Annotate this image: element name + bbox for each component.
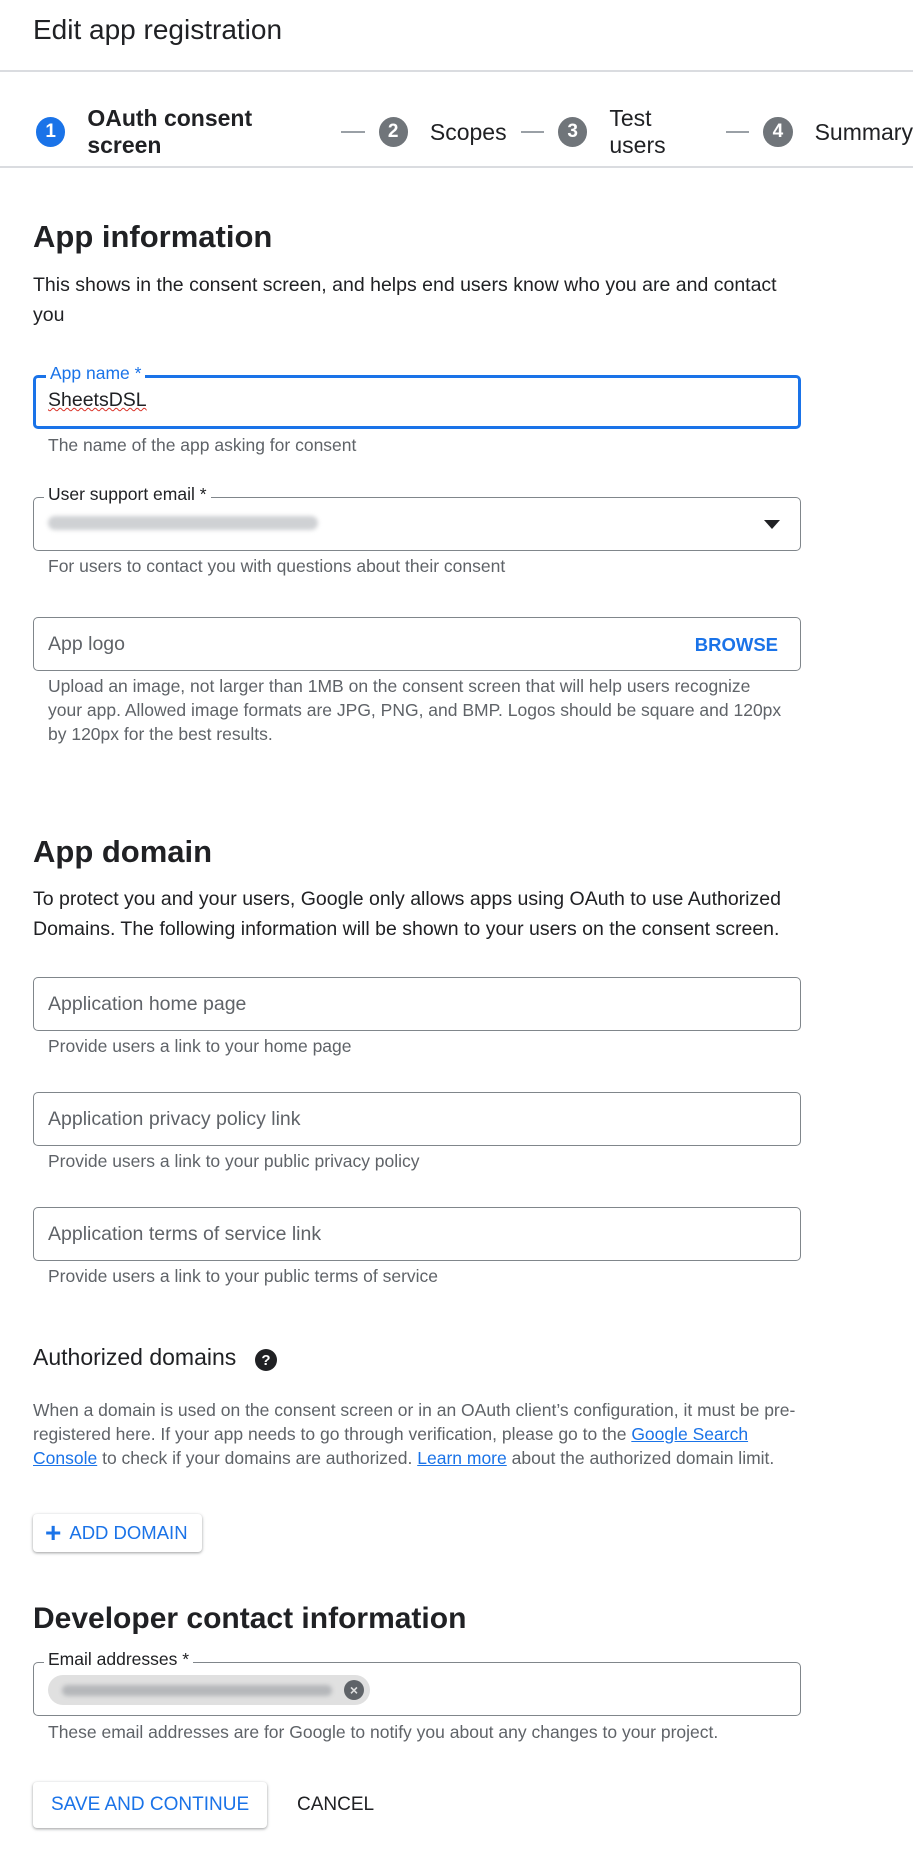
app-logo-field[interactable] — [33, 617, 801, 671]
step-4-label[interactable]: Summary — [814, 118, 913, 145]
step-1-number: 1 — [36, 117, 65, 147]
help-icon[interactable]: ? — [255, 1349, 277, 1371]
dropdown-arrow-icon[interactable] — [764, 520, 780, 529]
step-separator — [521, 131, 544, 133]
app-domain-heading: App domain — [33, 834, 213, 869]
terms-placeholder: Application terms of service link — [48, 1223, 322, 1245]
cancel-button[interactable]: CANCEL — [297, 1794, 375, 1815]
step-3-number: 3 — [558, 117, 587, 147]
authorized-domains-heading: Authorized domains — [33, 1344, 237, 1370]
home-page-placeholder: Application home page — [48, 993, 247, 1015]
plus-icon: + — [45, 1517, 62, 1548]
app-name-helper: The name of the app asking for consent — [48, 435, 357, 455]
terms-helper: Provide users a link to your public terms of service — [48, 1266, 439, 1286]
user-support-email-select[interactable] — [33, 484, 801, 551]
save-and-continue-button[interactable]: SAVE AND CONTINUE — [33, 1782, 267, 1828]
step-2-label[interactable]: Scopes — [429, 118, 507, 145]
app-name-field[interactable] — [33, 363, 801, 429]
learn-more-link[interactable]: Learn more — [417, 1448, 507, 1468]
redacted-email-value — [62, 1685, 332, 1696]
email-chip[interactable] — [48, 1675, 370, 1705]
email-addresses-helper: These email addresses are for Google to notify you about any changes to your project. — [48, 1722, 719, 1742]
app-name-value[interactable]: SheetsDSL — [48, 389, 147, 411]
privacy-policy-input[interactable] — [33, 1092, 801, 1146]
authorized-domains-text-1: When a domain is used on the consent screen or in an OAuth client’s configuration, it must be pre-registered here. If your app needs to go through verification, please go to the — [33, 1400, 796, 1444]
step-separator — [726, 131, 749, 133]
terms-of-service-input[interactable] — [33, 1207, 801, 1261]
redacted-email-value — [48, 516, 318, 530]
page-title: Edit app registration — [33, 14, 283, 45]
app-logo-placeholder: App logo — [48, 633, 125, 655]
application-home-page-input[interactable] — [33, 977, 801, 1031]
stepper — [36, 105, 913, 159]
privacy-policy-placeholder: Application privacy policy link — [48, 1108, 301, 1130]
app-information-description: This shows in the consent screen, and helps end users know who you are and contact you — [33, 274, 777, 326]
authorized-domains-description — [33, 1398, 813, 1470]
app-name-label: App name * — [46, 363, 145, 384]
app-information-heading: App information — [33, 219, 273, 254]
authorized-domains-text-2: to check if your domains are authorized. — [97, 1448, 418, 1468]
step-1-label[interactable]: OAuth consent screen — [87, 105, 253, 158]
step-3-label[interactable]: Test users — [609, 105, 666, 158]
add-domain-button[interactable] — [33, 1514, 202, 1552]
user-support-email-label: User support email * — [44, 484, 211, 505]
stepper-divider — [0, 166, 913, 168]
step-2-number: 2 — [379, 117, 408, 147]
app-logo-helper: Upload an image, not larger than 1MB on the consent screen that will help users recognize your app. Allowed image formats are JPG, PNG, and BMP. Logos should be square and 120px by 120px for the best results. — [48, 676, 782, 744]
authorized-domains-text-3: about the authorized domain limit. — [506, 1448, 775, 1468]
app-domain-description: To protect you and your users, Google only allows apps using OAuth to use Authorized Domains. The following information will be shown to your users on the consent screen. — [33, 888, 781, 940]
step-separator — [341, 131, 364, 133]
user-support-email-helper: For users to contact you with questions about their consent — [48, 556, 506, 576]
remove-chip-icon[interactable]: × — [344, 1680, 364, 1700]
step-4-number: 4 — [763, 117, 792, 147]
google-search-console-link[interactable]: Google Search Console — [33, 1424, 749, 1468]
email-addresses-label: Email addresses * — [44, 1649, 193, 1670]
browse-button[interactable]: BROWSE — [694, 634, 778, 655]
add-domain-label: ADD DOMAIN — [69, 1522, 188, 1543]
home-page-helper: Provide users a link to your home page — [48, 1036, 352, 1056]
email-addresses-field[interactable] — [33, 1649, 801, 1716]
header-divider — [0, 70, 913, 72]
developer-contact-heading: Developer contact information — [33, 1602, 467, 1635]
privacy-policy-helper: Provide users a link to your public privacy policy — [48, 1151, 420, 1171]
